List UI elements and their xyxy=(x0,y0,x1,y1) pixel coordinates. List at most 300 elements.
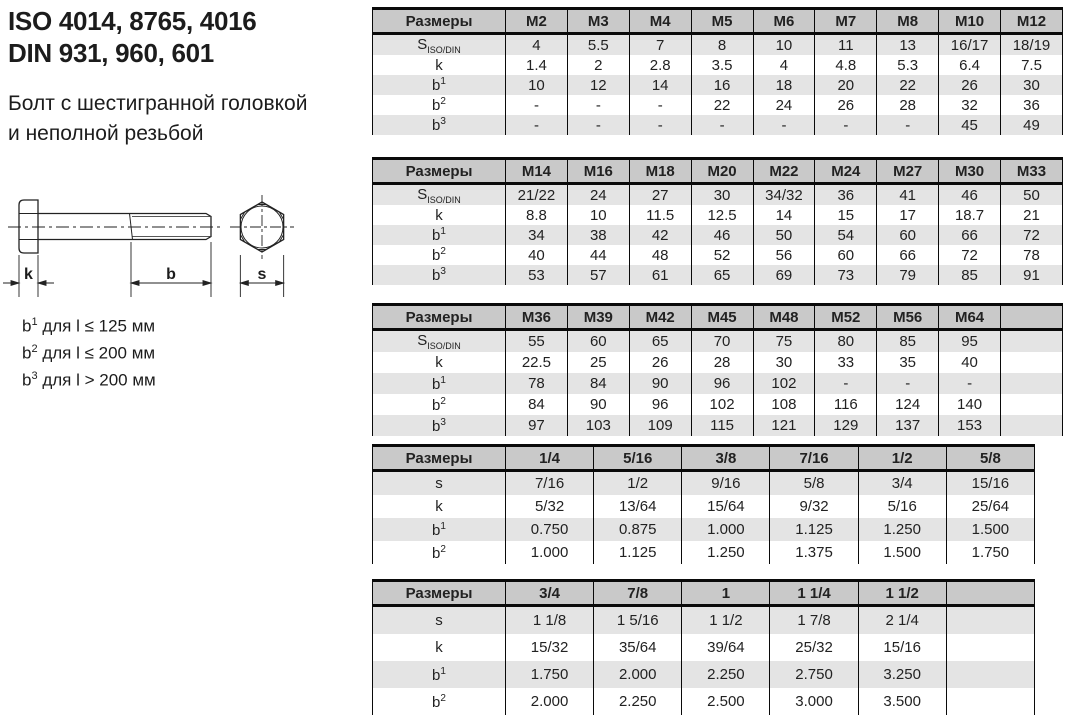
table-cell: 3.5 xyxy=(691,55,753,75)
table-cell: 1.750 xyxy=(946,541,1034,564)
column-header: M5 xyxy=(691,9,753,34)
table-cell xyxy=(1001,330,1063,353)
table-cell: 102 xyxy=(753,373,815,394)
table-cell: 25/32 xyxy=(770,634,858,661)
table-header-label: Размеры xyxy=(373,305,506,330)
column-header: M45 xyxy=(691,305,753,330)
table-row xyxy=(373,265,1063,285)
table-cell: 90 xyxy=(567,394,629,415)
table-cell: 2.750 xyxy=(770,661,858,688)
table-cell: 54 xyxy=(815,225,877,245)
table-cell: 35 xyxy=(877,352,939,373)
table-cell: 109 xyxy=(629,415,691,436)
table-row xyxy=(373,352,1063,373)
table-cell xyxy=(946,688,1034,715)
note-b1-sup: 1 xyxy=(31,316,38,328)
header-row xyxy=(373,581,1035,606)
table-metric-m2-m12 xyxy=(372,7,1063,135)
table-row xyxy=(373,205,1063,225)
table-cell xyxy=(1001,352,1063,373)
table-row xyxy=(373,55,1063,75)
table-cell: 1 7/8 xyxy=(770,606,858,635)
table-cell: 85 xyxy=(939,265,1001,285)
dimension-k xyxy=(3,255,54,297)
table-cell: 40 xyxy=(939,352,1001,373)
table-cell: 103 xyxy=(567,415,629,436)
table-cell: 53 xyxy=(506,265,568,285)
table-cell: 2.500 xyxy=(682,688,770,715)
table-cell: 1.375 xyxy=(770,541,858,564)
column-header: M24 xyxy=(815,159,877,184)
note-b2-sup: 2 xyxy=(31,343,38,355)
k-arrow-left xyxy=(11,281,19,286)
table-cell: 66 xyxy=(939,225,1001,245)
table-cell: 2 xyxy=(567,55,629,75)
table-cell: 0.875 xyxy=(594,518,682,541)
table-cell: 137 xyxy=(877,415,939,436)
row-label: $b^1$ xyxy=(373,661,506,688)
table-cell: 34/32 xyxy=(753,184,815,206)
column-header: M18 xyxy=(629,159,691,184)
table-cell: - xyxy=(815,115,877,135)
table-cell: - xyxy=(939,373,1001,394)
table-cell xyxy=(946,661,1034,688)
table-cell: 2.8 xyxy=(629,55,691,75)
dimension-table xyxy=(372,7,1063,135)
table-cell: 129 xyxy=(815,415,877,436)
k-label: k xyxy=(24,266,33,283)
table-cell: 95 xyxy=(939,330,1001,353)
table-cell: 5/16 xyxy=(858,495,946,518)
column-header: M8 xyxy=(877,9,939,34)
table-cell: 52 xyxy=(691,245,753,265)
thread-minor-lines xyxy=(132,217,210,237)
k-arrow-right xyxy=(38,281,46,286)
table-cell: 36 xyxy=(1001,95,1063,115)
table-row xyxy=(373,471,1035,496)
table-cell: 140 xyxy=(939,394,1001,415)
note-b3-base: b xyxy=(22,370,32,390)
table-cell: 13 xyxy=(877,34,939,56)
table-cell: 10 xyxy=(753,34,815,56)
table-cell: 39/64 xyxy=(682,634,770,661)
table-cell: 5/32 xyxy=(506,495,594,518)
table-cell: 2 1/4 xyxy=(858,606,946,635)
table-cell: 85 xyxy=(877,330,939,353)
column-header: M48 xyxy=(753,305,815,330)
column-header xyxy=(946,581,1034,606)
table-cell: 60 xyxy=(877,225,939,245)
column-header: M33 xyxy=(1001,159,1063,184)
table-cell: 4 xyxy=(506,34,568,56)
table-row xyxy=(373,394,1063,415)
table-cell: 1.000 xyxy=(506,541,594,564)
table-cell: 27 xyxy=(629,184,691,206)
table-cell: 10 xyxy=(567,205,629,225)
column-header: M6 xyxy=(753,9,815,34)
table-cell: 15/64 xyxy=(682,495,770,518)
table-cell: 8.8 xyxy=(506,205,568,225)
table-cell: 70 xyxy=(691,330,753,353)
table-cell: 75 xyxy=(753,330,815,353)
table-cell: 73 xyxy=(815,265,877,285)
dimension-table xyxy=(372,303,1063,436)
column-header: 5/8 xyxy=(946,446,1034,471)
header-row xyxy=(373,305,1063,330)
s-arrow-left xyxy=(240,281,248,286)
column-header xyxy=(1001,305,1063,330)
column-header: M12 xyxy=(1001,9,1063,34)
table-cell: 102 xyxy=(691,394,753,415)
table-cell: 1.125 xyxy=(770,518,858,541)
table-row xyxy=(373,75,1063,95)
table-cell: 1.000 xyxy=(682,518,770,541)
table-cell: 26 xyxy=(815,95,877,115)
row-label: k xyxy=(435,639,443,656)
table-row xyxy=(373,330,1063,353)
table-cell: 90 xyxy=(629,373,691,394)
column-header: M30 xyxy=(939,159,1001,184)
table-cell: 1 1/8 xyxy=(506,606,594,635)
table-cell: 36 xyxy=(815,184,877,206)
table-cell: 14 xyxy=(629,75,691,95)
table-cell: 46 xyxy=(939,184,1001,206)
table-cell: 2.250 xyxy=(594,688,682,715)
table-cell: 97 xyxy=(506,415,568,436)
table-cell: 11.5 xyxy=(629,205,691,225)
table-cell: 61 xyxy=(629,265,691,285)
header-row xyxy=(373,446,1035,471)
table-cell: - xyxy=(506,115,568,135)
row-label: $b^2$ xyxy=(432,543,446,562)
table-cell: 9/32 xyxy=(770,495,858,518)
row-label: $b^2$ xyxy=(432,395,446,414)
row-label: $b^1$ xyxy=(373,75,506,95)
table-cell: 3.500 xyxy=(858,688,946,715)
table-cell: 2.000 xyxy=(594,661,682,688)
dimension-table xyxy=(372,444,1035,564)
table-cell: 26 xyxy=(939,75,1001,95)
header-row xyxy=(373,159,1063,184)
table-cell: 115 xyxy=(691,415,753,436)
column-header: M52 xyxy=(815,305,877,330)
table-cell: 1.500 xyxy=(946,518,1034,541)
row-label: $b^3$ xyxy=(373,415,506,436)
table-cell: 24 xyxy=(753,95,815,115)
column-header: 7/16 xyxy=(770,446,858,471)
table-cell: 0.750 xyxy=(506,518,594,541)
table-cell: 1.250 xyxy=(682,541,770,564)
table-row xyxy=(373,415,1063,436)
table-cell: 60 xyxy=(815,245,877,265)
table-cell: 124 xyxy=(877,394,939,415)
note-b1-base: b xyxy=(22,316,32,336)
row-label: s xyxy=(373,471,506,496)
table-cell: 48 xyxy=(629,245,691,265)
column-header: M22 xyxy=(753,159,815,184)
table-cell: 66 xyxy=(877,245,939,265)
table-cell: 1.4 xyxy=(506,55,568,75)
table-cell: 42 xyxy=(629,225,691,245)
table-cell: 69 xyxy=(753,265,815,285)
note-b1 xyxy=(22,316,155,337)
table-cell: 25/64 xyxy=(946,495,1034,518)
table-metric-m36-m64 xyxy=(372,303,1063,436)
table-cell: 2.250 xyxy=(682,661,770,688)
table-cell: 38 xyxy=(567,225,629,245)
hex-head-end-view xyxy=(230,195,294,259)
note-b2-base: b xyxy=(22,343,32,363)
table-cell: 18 xyxy=(753,75,815,95)
table-cell: - xyxy=(567,95,629,115)
row-label: $b^1$ xyxy=(373,518,506,541)
table-cell: 22.5 xyxy=(506,352,568,373)
table-cell: 30 xyxy=(1001,75,1063,95)
note-b2 xyxy=(22,343,155,364)
row-label: k xyxy=(435,354,443,371)
table-cell: 25 xyxy=(567,352,629,373)
bolt-shank xyxy=(38,214,131,240)
column-header: M16 xyxy=(567,159,629,184)
table-header-label: Размеры xyxy=(373,446,506,471)
column-header: 1 1/2 xyxy=(858,581,946,606)
row-label: $b^2$ xyxy=(432,246,446,264)
column-header: M42 xyxy=(629,305,691,330)
table-cell: 78 xyxy=(506,373,568,394)
table-cell: 21/22 xyxy=(506,184,568,206)
table-cell: 44 xyxy=(567,245,629,265)
column-header: 3/8 xyxy=(682,446,770,471)
row-label: $b^2$ xyxy=(432,692,446,711)
table-metric-m14-m33 xyxy=(372,157,1063,285)
table-cell: 22 xyxy=(877,75,939,95)
subtitle-line-2: и неполной резьбой xyxy=(8,122,204,145)
table-cell: 16/17 xyxy=(939,34,1001,56)
row-label: s xyxy=(373,606,506,635)
column-header: M20 xyxy=(691,159,753,184)
table-cell: 9/16 xyxy=(682,471,770,496)
table-inch-quarter-to-fiveeighths xyxy=(372,444,1035,564)
table-row xyxy=(373,34,1063,56)
table-row xyxy=(373,541,1035,564)
dimension-table xyxy=(372,579,1035,715)
table-cell: 10 xyxy=(506,75,568,95)
table-cell: 3.250 xyxy=(858,661,946,688)
table-cell: 7/16 xyxy=(506,471,594,496)
table-cell: 56 xyxy=(753,245,815,265)
table-cell: 1.250 xyxy=(858,518,946,541)
table-cell: 22 xyxy=(691,95,753,115)
dimension-b xyxy=(131,242,211,297)
table-cell: 12.5 xyxy=(691,205,753,225)
table-header-label: Размеры xyxy=(373,581,506,606)
table-cell: 15 xyxy=(815,205,877,225)
table-cell: 80 xyxy=(815,330,877,353)
column-header: 1/2 xyxy=(858,446,946,471)
table-cell: 14 xyxy=(753,205,815,225)
bolt-head xyxy=(19,200,38,253)
table-cell: 35/64 xyxy=(594,634,682,661)
table-cell: 1 1/2 xyxy=(682,606,770,635)
b-arrow-right xyxy=(203,281,211,286)
table-cell: 96 xyxy=(629,394,691,415)
row-label: $S_{ISO/DIN}$ xyxy=(373,34,506,56)
note-b3-sup: 3 xyxy=(31,370,38,382)
column-header: M39 xyxy=(567,305,629,330)
row-label: $S_{ISO/DIN}$ xyxy=(373,184,506,206)
table-cell: 7.5 xyxy=(1001,55,1063,75)
table-cell: 33 xyxy=(815,352,877,373)
s-arrow-right xyxy=(276,281,284,286)
note-b3-text: для l > 200 мм xyxy=(37,370,156,390)
table-cell: 5.5 xyxy=(567,34,629,56)
column-header: M3 xyxy=(567,9,629,34)
table-cell: 4.8 xyxy=(815,55,877,75)
table-cell: 13/64 xyxy=(594,495,682,518)
dimension-table xyxy=(372,157,1063,285)
table-cell: 79 xyxy=(877,265,939,285)
table-row xyxy=(373,373,1063,394)
table-cell xyxy=(1001,373,1063,394)
table-cell: 15/32 xyxy=(506,634,594,661)
table-cell: 28 xyxy=(691,352,753,373)
table-cell: - xyxy=(506,95,568,115)
row-label: $b^3$ xyxy=(373,265,506,285)
table-cell: 60 xyxy=(567,330,629,353)
bolt-head-facets xyxy=(19,214,38,240)
table-cell: 7 xyxy=(629,34,691,56)
row-label: $b^2$ xyxy=(432,96,446,114)
table-cell: 4 xyxy=(753,55,815,75)
b-label: b xyxy=(166,266,176,283)
bolt-side-view xyxy=(8,200,222,253)
table-cell: 3/4 xyxy=(858,471,946,496)
table-row xyxy=(373,115,1063,135)
row-label: $b^1$ xyxy=(373,373,506,394)
iso-standard-title: ISO 4014, 8765, 4016 xyxy=(8,6,257,36)
table-cell: 15/16 xyxy=(858,634,946,661)
row-label: $b^3$ xyxy=(373,115,506,135)
table-row xyxy=(373,225,1063,245)
table-cell: 1/2 xyxy=(594,471,682,496)
table-cell: 72 xyxy=(1001,225,1063,245)
table-cell: 96 xyxy=(691,373,753,394)
column-header: 5/16 xyxy=(594,446,682,471)
table-cell: 28 xyxy=(877,95,939,115)
table-row xyxy=(373,634,1035,661)
table-cell: - xyxy=(815,373,877,394)
table-cell: 1.750 xyxy=(506,661,594,688)
row-label: $b^1$ xyxy=(373,225,506,245)
row-label: k xyxy=(435,498,443,515)
table-cell: 32 xyxy=(939,95,1001,115)
table-cell: - xyxy=(629,115,691,135)
s-label: s xyxy=(257,266,267,283)
table-cell: 121 xyxy=(753,415,815,436)
table-cell: 1.500 xyxy=(858,541,946,564)
table-cell: 72 xyxy=(939,245,1001,265)
table-cell: 46 xyxy=(691,225,753,245)
table-row xyxy=(373,184,1063,206)
b-arrow-left xyxy=(131,281,139,286)
table-row xyxy=(373,245,1063,265)
table-cell: 2.000 xyxy=(506,688,594,715)
column-header: M56 xyxy=(877,305,939,330)
table-cell: - xyxy=(567,115,629,135)
table-row xyxy=(373,95,1063,115)
table-cell: 57 xyxy=(567,265,629,285)
header-row xyxy=(373,9,1063,34)
row-label: k xyxy=(435,56,443,74)
table-cell: 24 xyxy=(567,184,629,206)
table-cell xyxy=(946,606,1034,635)
column-header: M4 xyxy=(629,9,691,34)
table-cell: - xyxy=(877,373,939,394)
table-cell: 18.7 xyxy=(939,205,1001,225)
table-cell xyxy=(946,634,1034,661)
table-cell: 17 xyxy=(877,205,939,225)
column-header: 3/4 xyxy=(506,581,594,606)
column-header: M36 xyxy=(506,305,568,330)
table-row xyxy=(373,495,1035,518)
table-cell: 5/8 xyxy=(770,471,858,496)
table-cell: 78 xyxy=(1001,245,1063,265)
table-cell: 116 xyxy=(815,394,877,415)
table-cell: 50 xyxy=(1001,184,1063,206)
table-cell: 41 xyxy=(877,184,939,206)
table-cell: 15/16 xyxy=(946,471,1034,496)
table-cell: 84 xyxy=(567,373,629,394)
thread-runout xyxy=(130,214,133,240)
bolt-technical-drawing xyxy=(0,185,315,315)
table-cell: 5.3 xyxy=(877,55,939,75)
column-header: 1 xyxy=(682,581,770,606)
table-cell: 11 xyxy=(815,34,877,56)
table-cell: - xyxy=(629,95,691,115)
table-inch-threequarter-to-oneandhalf xyxy=(372,579,1035,715)
row-label: $S_{ISO/DIN}$ xyxy=(373,330,506,353)
column-header: M10 xyxy=(939,9,1001,34)
table-cell: 1.125 xyxy=(594,541,682,564)
column-header: M2 xyxy=(506,9,568,34)
table-cell: 108 xyxy=(753,394,815,415)
column-header: 7/8 xyxy=(594,581,682,606)
table-cell: 16 xyxy=(691,75,753,95)
note-b1-text: для l ≤ 125 мм xyxy=(37,316,156,336)
table-cell xyxy=(1001,394,1063,415)
table-cell: 21 xyxy=(1001,205,1063,225)
table-row xyxy=(373,661,1035,688)
note-b2-text: для l ≤ 200 мм xyxy=(37,343,156,363)
table-cell: - xyxy=(691,115,753,135)
column-header: 1/4 xyxy=(506,446,594,471)
column-header: M27 xyxy=(877,159,939,184)
table-row xyxy=(373,688,1035,715)
table-cell: 18/19 xyxy=(1001,34,1063,56)
bolt-thread-outline xyxy=(131,214,211,240)
din-standard-title: DIN 931, 960, 601 xyxy=(8,38,214,68)
table-row xyxy=(373,518,1035,541)
table-cell: 12 xyxy=(567,75,629,95)
table-cell: 50 xyxy=(753,225,815,245)
table-cell: - xyxy=(877,115,939,135)
table-cell: 55 xyxy=(506,330,568,353)
table-cell: 30 xyxy=(691,184,753,206)
table-cell: 30 xyxy=(753,352,815,373)
table-cell xyxy=(1001,415,1063,436)
table-cell: 45 xyxy=(939,115,1001,135)
column-header: M7 xyxy=(815,9,877,34)
